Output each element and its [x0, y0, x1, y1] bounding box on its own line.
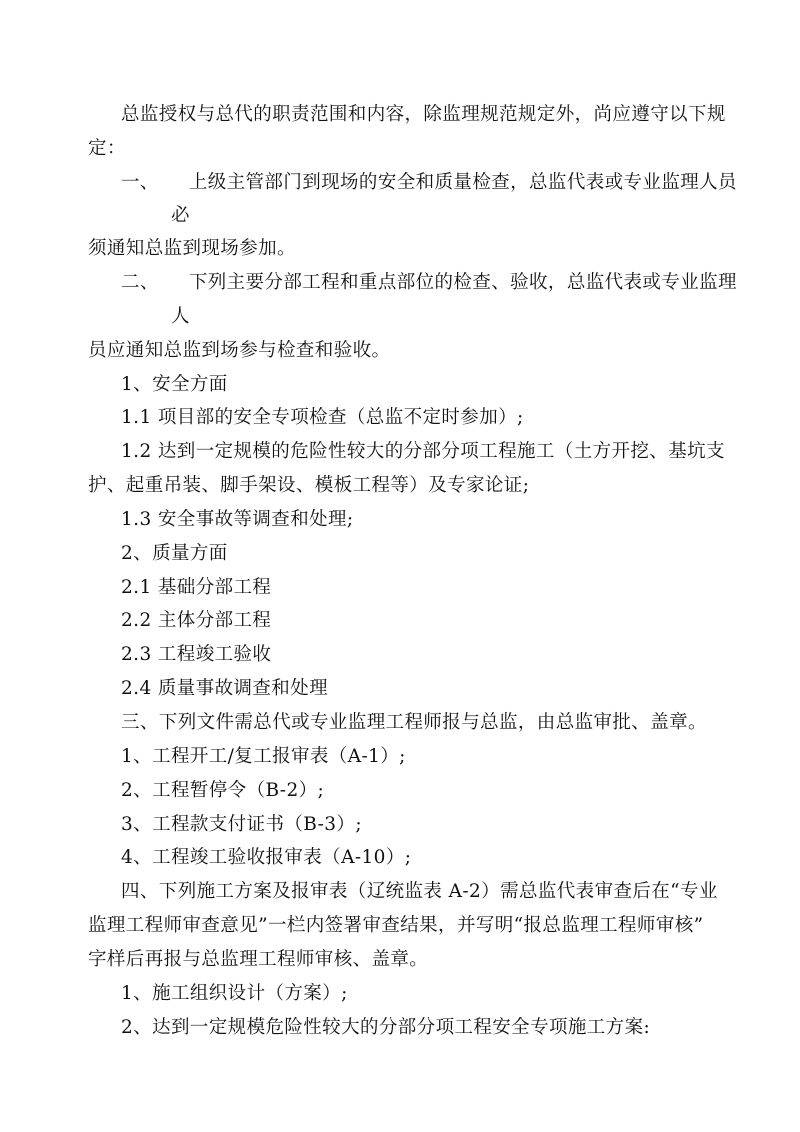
paragraph-intro-line-2: 定： [88, 138, 126, 159]
safety-item-1-2-line-1: 1.2 达到一定规模的危险性较大的分部分项工程施工（土方开挖、基坑支 [121, 441, 725, 462]
quality-item-2-2: 2.2 主体分部工程 [121, 610, 272, 631]
section-one-number: 一、 [121, 172, 159, 193]
quality-item-2-1: 2.1 基础分部工程 [121, 577, 272, 598]
quality-heading: 2、质量方面 [121, 543, 228, 564]
section-two-number: 二、 [121, 272, 159, 293]
quality-item-2-3: 2.3 工程竣工验收 [121, 644, 272, 665]
paragraph-intro-line-1: 总监授权与总代的职责范围和内容，除监理规范规定外，尚应遵守以下规 [121, 104, 726, 125]
section-four-line-1: 四、下列施工方案及报审表（辽统监表 A-2）需总监代表审查后在“专业 [121, 881, 718, 902]
safety-item-1-2-line-2: 护、起重吊装、脚手架设、模板工程等）及专家论证; [88, 475, 530, 496]
section-one-line-1 [121, 172, 737, 194]
safety-item-1-3: 1.3 安全事故等调查和处理; [121, 509, 354, 530]
section-four-line-2: 监理工程师审查意见”一栏内签署审查结果，并写明“报总监理工程师审核” [88, 915, 704, 936]
section-four-item-2: 2、达到一定规模危险性较大的分部分项工程安全专项施工方案: [121, 1017, 651, 1038]
section-three-item-1: 1、工程开工/复工报审表（A-1）; [121, 746, 406, 767]
section-one-line-2: 必 [171, 205, 190, 226]
section-one-text: 上级主管部门到现场的安全和质量检查，总监代表或专业监理人员 [188, 172, 737, 193]
section-four-line-3: 字样后再报与总监理工程师审核、盖章。 [88, 949, 429, 970]
quality-item-2-4: 2.4 质量事故调查和处理 [121, 678, 329, 699]
section-two-line-1 [121, 272, 737, 294]
section-two-line-3: 员应通知总监到场参与检查和验收。 [88, 340, 391, 361]
safety-heading: 1、安全方面 [121, 374, 228, 395]
section-four-item-1: 1、施工组织设计（方案）; [121, 983, 348, 1004]
section-three-heading: 三、下列文件需总代或专业监理工程师报与总监，由总监审批、盖章。 [121, 712, 707, 733]
section-two-line-2: 人 [171, 306, 190, 327]
section-three-item-4: 4、工程竣工验收报审表（A-10）; [121, 847, 412, 868]
safety-item-1-1: 1.1 项目部的安全专项检查（总监不定时参加）; [121, 407, 524, 428]
section-three-item-2: 2、工程暂停令（B-2）; [121, 780, 325, 801]
section-two-text: 下列主要分部工程和重点部位的检查、验收，总监代表或专业监理 [188, 272, 737, 293]
section-one-line-3: 须通知总监到现场参加。 [88, 238, 296, 259]
section-three-item-3: 3、工程款支付证书（B-3）; [121, 814, 362, 835]
